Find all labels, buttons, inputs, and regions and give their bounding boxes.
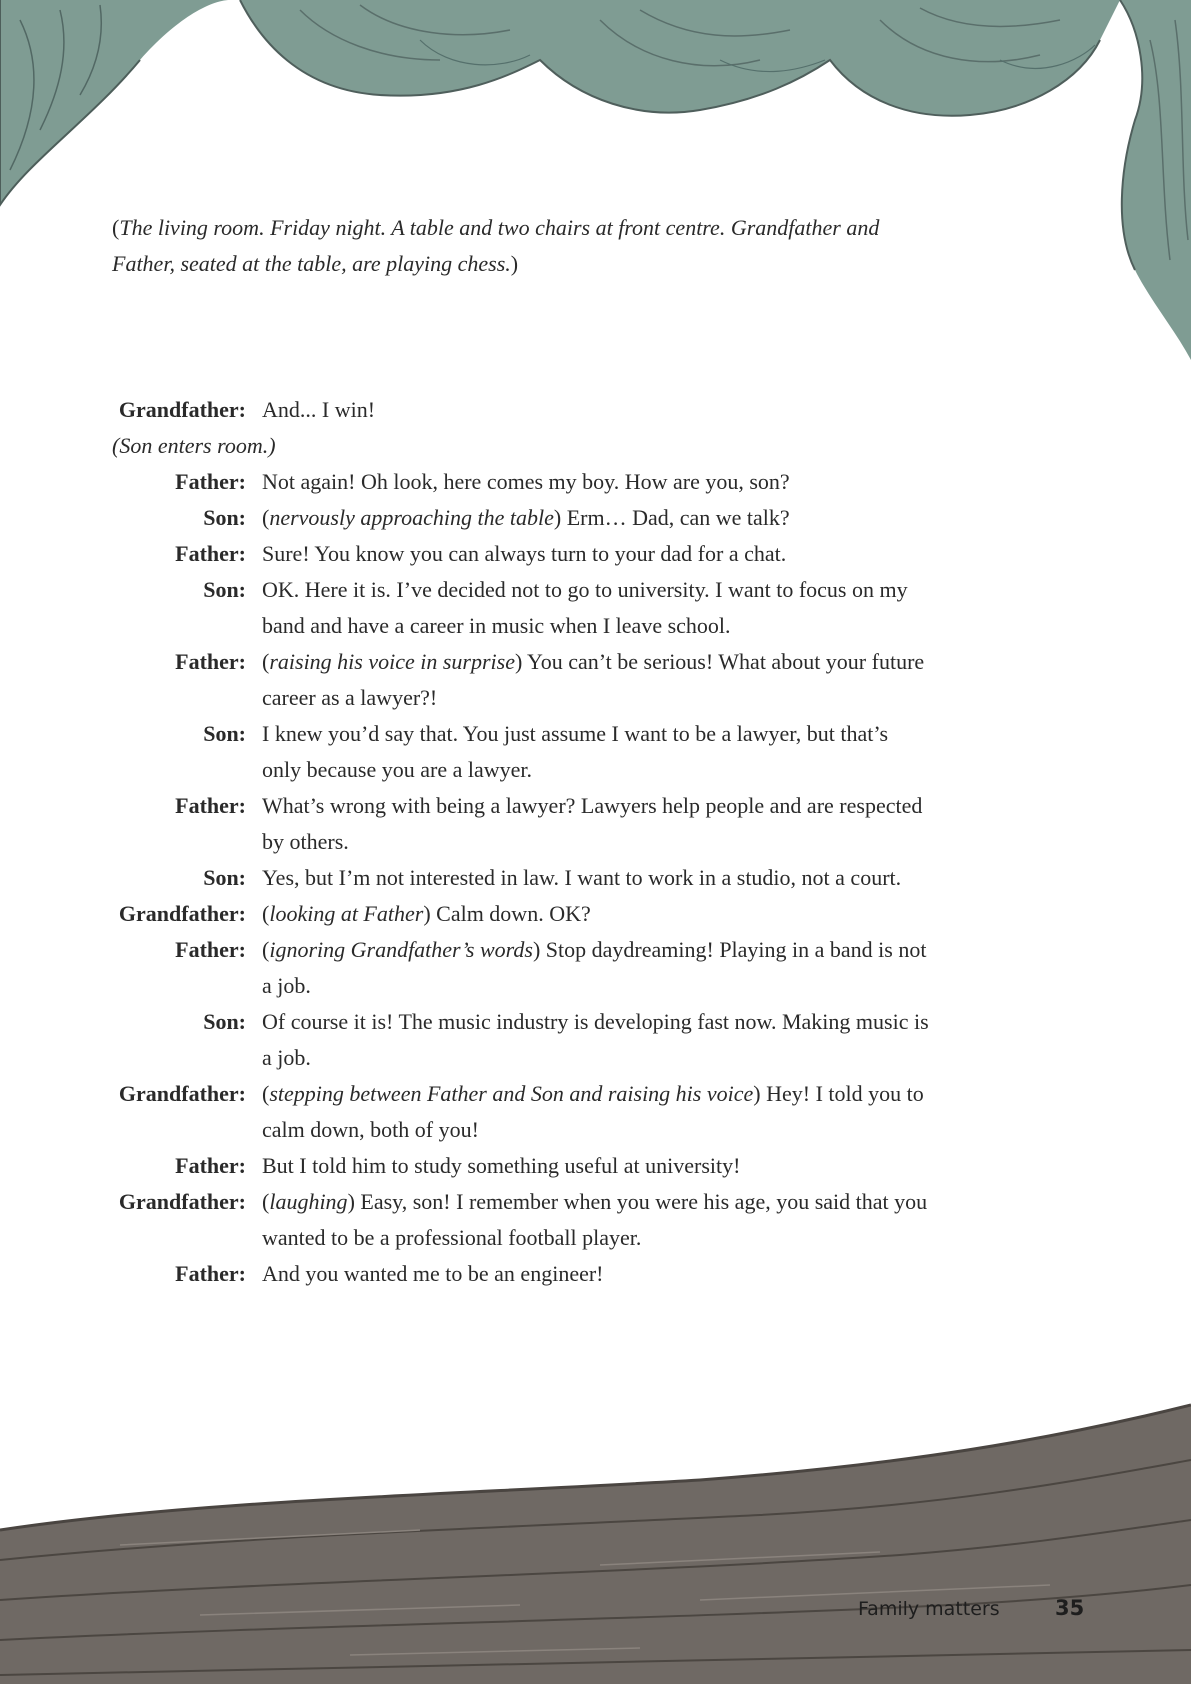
speech xyxy=(262,572,932,644)
dialogue-line xyxy=(112,1076,932,1148)
speech-text: Calm down. OK? xyxy=(436,901,591,926)
speech xyxy=(262,860,932,896)
page-number: 35 xyxy=(1055,1596,1085,1620)
speech-text: What’s wrong with being a lawyer? Lawyers help people and are respected by others. xyxy=(262,793,923,854)
stage-direction-text: The living room. Friday night. A table and two chairs at front centre. Grandfather and Father, seated at the table, are playing chess. xyxy=(112,215,880,276)
speech xyxy=(262,716,932,788)
speech-text: I knew you’d say that. You just assume I want to be a lawyer, but that’s only because you are a lawyer. xyxy=(262,721,889,782)
paren-close: ) xyxy=(753,1081,767,1106)
dialogue-line xyxy=(112,536,932,572)
speech xyxy=(262,1184,932,1256)
dialogue-line xyxy=(112,644,932,716)
speech-text: And you wanted me to be an engineer! xyxy=(262,1261,604,1286)
speaker-name: Grandfather: xyxy=(118,1081,246,1106)
speaker-name: Grandfather: xyxy=(118,1189,246,1214)
speaker-name: Father: xyxy=(175,793,246,818)
paren-open: ( xyxy=(262,505,270,530)
dialogue-line xyxy=(112,716,932,788)
opening-stage-direction xyxy=(112,210,932,282)
paren-close: ) xyxy=(423,901,437,926)
speaker-name: Father: xyxy=(175,469,246,494)
paren-open: ( xyxy=(262,901,270,926)
acting-direction: raising his voice in surprise xyxy=(269,649,515,674)
acting-direction: stepping between Father and Son and raising his voice xyxy=(269,1081,754,1106)
speech xyxy=(262,932,932,1004)
speech-text: Not again! Oh look, here comes my boy. How are you, son? xyxy=(262,469,790,494)
speech xyxy=(262,392,932,428)
speech xyxy=(262,1256,932,1292)
speech xyxy=(262,1076,932,1148)
curtain-illustration xyxy=(0,0,1191,360)
speech-text: OK. Here it is. I’ve decided not to go to university. I want to focus on my band and have a career in music when I leave school. xyxy=(262,577,908,638)
paren-open: ( xyxy=(262,1081,270,1106)
paren-open: ( xyxy=(262,937,270,962)
paren-close: ) xyxy=(553,505,567,530)
speaker-name: Son: xyxy=(203,505,246,530)
speech-text: Stop daydreaming! Playing in a band is not a job. xyxy=(262,937,927,998)
paren-close: ) xyxy=(532,937,546,962)
dialogue-line xyxy=(112,788,932,860)
speech-text: Easy, son! I remember when you were his age, you said that you wanted to be a professional football player. xyxy=(262,1189,928,1250)
speaker-name: Father: xyxy=(175,649,246,674)
speech-text: And... I win! xyxy=(262,397,376,422)
speaker-name: Son: xyxy=(203,865,246,890)
paren-open: ( xyxy=(262,649,270,674)
speaker-name: Son: xyxy=(203,577,246,602)
dialogue-line xyxy=(112,932,932,1004)
speech-text: Sure! You know you can always turn to your dad for a chat. xyxy=(262,541,787,566)
dialogue-line xyxy=(112,1148,932,1184)
acting-direction: ignoring Grandfather’s words xyxy=(269,937,533,962)
dialogue-line xyxy=(112,896,932,932)
dialogue-line xyxy=(112,392,932,428)
speech xyxy=(262,896,932,932)
dialogue-line xyxy=(112,1256,932,1292)
dialogue-line xyxy=(112,1184,932,1256)
speaker-name: Grandfather: xyxy=(118,901,246,926)
speech-text: Hey! I told you to calm down, both of you! xyxy=(262,1081,924,1142)
speaker-name: Grandfather: xyxy=(118,397,246,422)
speech xyxy=(262,1148,932,1184)
paren-close: ) xyxy=(515,649,528,674)
paren-open: ( xyxy=(112,215,120,240)
paren-close: ) xyxy=(347,1189,361,1214)
speech xyxy=(262,644,932,716)
acting-direction: looking at Father xyxy=(269,901,424,926)
paren-close: ) xyxy=(510,251,519,276)
speaker-name: Father: xyxy=(175,1261,246,1286)
floor-illustration xyxy=(0,1405,1191,1684)
speaker-name: Father: xyxy=(175,937,246,962)
speech xyxy=(262,536,932,572)
dialogue-line xyxy=(112,464,932,500)
dialogue-line xyxy=(112,572,932,644)
speech xyxy=(262,500,932,536)
speech xyxy=(262,788,932,860)
speaker-name: Father: xyxy=(175,1153,246,1178)
speech-text: But I told him to study something useful at university! xyxy=(262,1153,741,1178)
dialogue-line xyxy=(112,1004,932,1076)
speaker-name: Son: xyxy=(203,721,246,746)
speech xyxy=(262,1004,932,1076)
speech-text: Erm… Dad, can we talk? xyxy=(566,505,790,530)
speaker-name: Son: xyxy=(203,1009,246,1034)
play-script xyxy=(112,392,932,1292)
speech xyxy=(262,464,932,500)
speech-text: Of course it is! The music industry is developing fast now. Making music is a job. xyxy=(262,1009,929,1070)
speech-text: Yes, but I’m not interested in law. I want to work in a studio, not a court. xyxy=(262,865,902,890)
paren-open: ( xyxy=(262,1189,270,1214)
speaker-name: Father: xyxy=(175,541,246,566)
acting-direction: laughing xyxy=(269,1189,348,1214)
stage-entrance: (Son enters room.) xyxy=(112,433,276,458)
running-footer-title: Family matters xyxy=(858,1598,1000,1620)
acting-direction: nervously approaching the table xyxy=(269,505,554,530)
dialogue-line xyxy=(112,860,932,896)
stage-direction xyxy=(112,210,932,282)
speech-text: You can’t be serious! What about your future career as a lawyer?! xyxy=(262,649,925,710)
dialogue-line xyxy=(112,500,932,536)
